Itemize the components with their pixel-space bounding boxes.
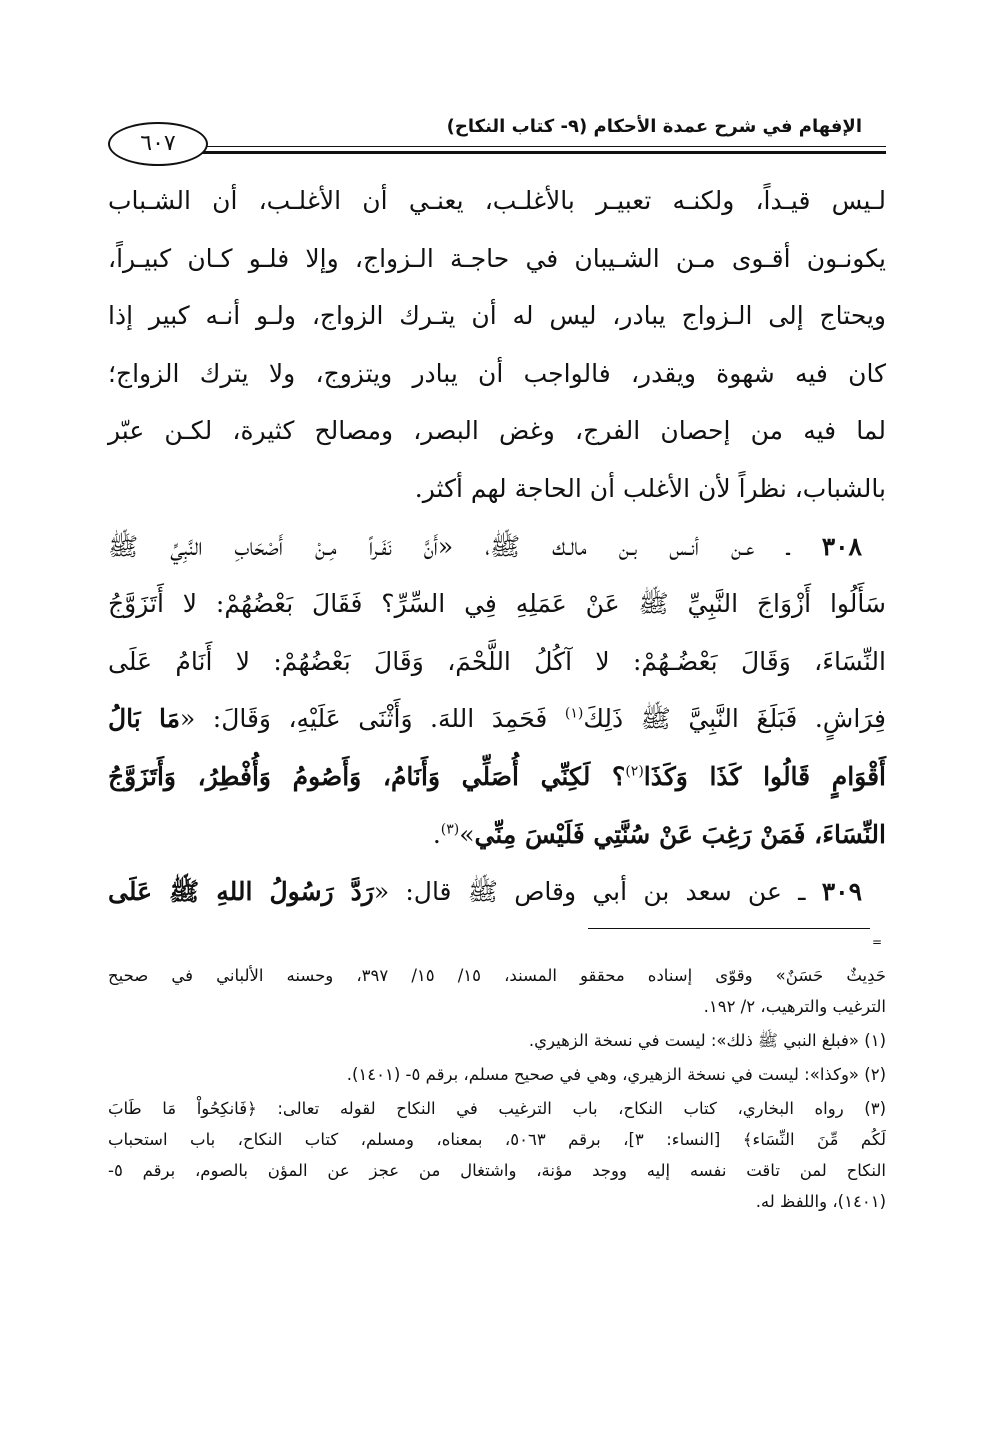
hadith-number: ٣٠٨	[821, 531, 862, 561]
body-line: لـيس قيـداً، ولكنـه تعبيـر بالأغلـب، يعنـي أن الأغلـب، أن الشـباب	[108, 186, 886, 215]
footnote-line: (٢) «وكذا»: ليست في نسخة الزهيري، وهي في صحيح مسلم، برقم ٥- (١٤٠١).	[346, 1065, 886, 1084]
body-line: ويحتاج إلى الـزواج يبادر، ليس له أن يتـرك الزواج، ولـو أنـه كبير إذا	[108, 301, 886, 331]
footnote-line: لَكُم مِّنَ النِّسَاء﴾ [النساء: ٣]، برقم ٥٠٦٣، بمعناه، ومسلم، كتاب النكاح، باب استحباب	[108, 1130, 886, 1149]
hadith-308-line-1	[108, 518, 886, 576]
page-number: ٦٠٧	[108, 122, 208, 166]
footnote-continuation	[108, 960, 886, 1022]
hadith-quote-bold: مَا بَالُ	[108, 704, 180, 734]
footnote-line: (١٤٠١)، واللفظ له.	[755, 1192, 886, 1211]
running-title: الإفهام في شرح عمدة الأحكام (٩- كتاب النكاح)	[446, 116, 862, 137]
footnote-marker-3[interactable]: (٣)	[440, 821, 460, 838]
footnote-2	[108, 1059, 886, 1090]
hadith-quote-bold: النِّسَاءَ، فَمَنْ رَغِبَ عَنْ سُنَّتِي فَلَيْسَ مِنِّي	[474, 819, 886, 849]
hadith-quote-bold: ؟ لَكِنِّي أُصَلِّي وَأَنَامُ، وَأَصُومُ وَأُفْطِرُ، وَأَتَزَوَّجُ	[108, 761, 626, 791]
body-text	[108, 172, 886, 921]
hadith-309-line-1	[108, 863, 886, 921]
header-rule-thick	[200, 151, 886, 154]
page-header	[108, 112, 886, 162]
footnote-line: النكاح لمن تاقت نفسه إليه ووجد مؤنة، واشتغال من عجز عن المؤن بالصوم، برقم ٥-	[108, 1161, 886, 1180]
hadith-text: ـ عن سعد بن أبي وقاص ﷺ قال: «	[373, 877, 822, 907]
hadith-308-line-2: سَأَلُوا أَزْوَاجَ النَّبِيِّ ﷺ عَنْ عَمَلِهِ فِي السِّرِّ؟ فَقَالَ بَعْضُهُمْ: لا أَتَزَوَّجُ	[108, 589, 886, 619]
body-line: يكونـون أقـوى مـن الشـيبان في حاجـة الـزواج، وإلا فلـو كـان كبيـراً،	[108, 243, 886, 273]
hadith-308-line-4	[108, 690, 886, 748]
footnote-line: (١) «فبلغ النبي ﷺ ذلك»: ليست في نسخة الزهيري.	[528, 1031, 886, 1050]
continuation-mark: =	[872, 935, 883, 949]
quote-close: »	[459, 819, 475, 849]
body-line: كان فيه شهوة ويقدر، فالواجب أن يبادر ويتزوج، ولا يترك الزواج؛	[108, 358, 886, 388]
hadith-308-line-3: النِّسَاءَ، وَقَالَ بَعْضُـهُمْ: لا آكُلُ اللَّحْمَ، وَقَالَ بَعْضُهُمْ: لا أَنَامُ عَلَى	[108, 646, 886, 676]
body-line: لما فيه من إحصان الفرج، وغض البصر، ومصالح كثيرة، لكـن عبّر	[108, 416, 886, 446]
hadith-text: فِرَاشٍ. فَبَلَغَ النَّبِيَّ ﷺ ذَلِكَ	[583, 704, 887, 734]
header-rule-thin	[200, 146, 886, 147]
body-line: بالشباب، نظراً لأن الأغلب أن الحاجة لهم أكثر.	[414, 473, 886, 503]
footnote-line: (٣) رواه البخاري، كتاب النكاح، باب الترغيب في النكاح لقوله تعالى: ﴿فَانكِحُواْ مَا طَابَ	[108, 1099, 886, 1118]
period: .	[432, 819, 441, 849]
hadith-text: فَحَمِدَ اللهَ. وَأَثْنَى عَلَيْهِ، وَقَالَ: «	[180, 704, 565, 734]
hadith-text: ـ عـن أنـس بـن مالـك ﷺ، «أَنَّ نَفَـراً مِـنْ أَصْحَابِ النَّبِيِّ ﷺ	[108, 531, 822, 561]
footnote-line: حَدِيثٌ حَسَنٌ» وقوّى إسناده محققو المسند، ١٥/ ١٥/ ٣٩٧، وحسنه الألباني في صحيح	[108, 966, 886, 985]
hadith-308-line-6	[108, 806, 886, 864]
footnote-3	[108, 1093, 886, 1217]
hadith-308-line-5	[108, 748, 886, 806]
footnote-marker-2[interactable]: (٢)	[625, 763, 644, 780]
hadith-quote-bold: رَدَّ رَسُولُ اللهِ ﷺ عَلَى	[108, 877, 374, 907]
footnote-marker-1[interactable]: (١)	[564, 706, 584, 723]
footnote-line: الترغيب والترهيب، ٢/ ١٩٢.	[703, 997, 886, 1016]
footnote-separator	[588, 928, 870, 929]
hadith-quote-bold: أَقْوَامٍ قَالُوا كَذَا وَكَذَا	[643, 761, 886, 791]
footnotes	[108, 960, 886, 1220]
hadith-number: ٣٠٩	[821, 877, 863, 907]
footnote-1	[108, 1025, 886, 1056]
